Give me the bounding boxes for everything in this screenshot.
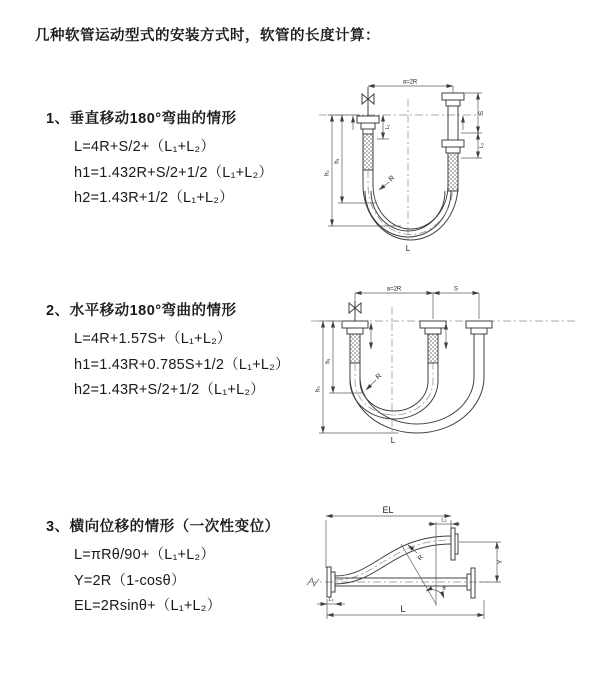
section-2 — [46, 299, 308, 404]
formula-s1-h2: h2=1.43R+1/2（L₁+L₂） — [74, 190, 234, 206]
right-pipe-flange — [442, 86, 464, 191]
dim-h2-label: h₂ — [324, 170, 331, 176]
formula-s3-el: EL=2Rsinθ+（L₁+L₂） — [74, 598, 222, 614]
lower-right-flange — [467, 568, 475, 598]
hose-u-bends — [350, 351, 484, 433]
left-pipe-flange — [342, 321, 368, 363]
right-pipe-flange — [466, 321, 492, 351]
section-3 — [46, 515, 308, 620]
length-label: L — [405, 244, 411, 253]
dim-a-label: a=2R — [402, 79, 418, 86]
formula-s3-l: L=πRθ/90+（L₁+L₂） — [74, 547, 216, 563]
centerlines — [311, 307, 578, 433]
formula-s1-l: L=4R+S/2+（L₁+L₂） — [74, 139, 216, 155]
diagram-lateral-displacement — [297, 498, 599, 646]
dimension-lines — [325, 80, 486, 254]
upper-right-flange — [451, 528, 458, 560]
formula-s3-y: Y=2R（1-cosθ） — [74, 572, 186, 589]
dimension-l — [327, 599, 484, 619]
dimension-lines — [316, 321, 447, 445]
dim-s-label: S — [453, 286, 459, 293]
dim-l1-label: L₁ — [385, 124, 391, 130]
dim-l2-label: L₂ — [479, 142, 485, 149]
section-3-heading: 3、横向位移的情形（一次性变位） — [46, 519, 280, 535]
dim-y-label: Y — [497, 559, 504, 565]
hose-u-bend — [363, 170, 458, 240]
formula-s2-l: L=4R+1.57S+（L₁+L₂） — [74, 331, 232, 347]
diagram-horizontal-180 — [303, 281, 591, 449]
dim-h1-label: h₁ — [325, 358, 332, 364]
radius-label: R — [374, 372, 384, 382]
valve-icon — [362, 87, 374, 116]
section-2-heading: 2、水平移动180°弯曲的情形 — [46, 303, 237, 319]
dim-l1-label: L₁ — [328, 597, 334, 603]
dim-l2-label: L₂ — [441, 517, 447, 524]
left-pipe-flange — [357, 116, 379, 170]
dim-h1-label: h₁ — [334, 158, 341, 164]
dim-s-label: S — [479, 110, 485, 116]
dimension-el — [326, 505, 451, 568]
dim-el-label: EL — [382, 505, 394, 515]
section-1 — [46, 107, 308, 212]
dimension-l2 — [428, 518, 460, 525]
dim-l-label: L — [400, 604, 406, 614]
dimension-l1 — [317, 597, 345, 604]
radius-construction — [401, 522, 446, 606]
dim-h2-label: h₂ — [315, 386, 322, 392]
theta-label: θ — [442, 586, 446, 592]
dimension-lines-top — [355, 287, 479, 320]
formula-s2-h1: h1=1.43R+0.785S+1/2（L₁+L₂） — [74, 356, 290, 373]
formula-s1-h1: h1=1.432R+S/2+1/2（L₁+L₂） — [74, 164, 274, 181]
dim-a-label: a=2R — [386, 286, 402, 293]
radius-label: R — [387, 174, 397, 184]
diagram-vertical-180 — [305, 73, 567, 255]
middle-pipe-flange — [420, 321, 446, 363]
dimension-y — [459, 542, 504, 582]
section-1-heading: 1、垂直移动180°弯曲的情形 — [46, 111, 237, 127]
centerlines — [307, 578, 489, 586]
radius-label: R — [416, 553, 426, 563]
formula-s2-h2: h2=1.43R+S/2+1/2（L₁+L₂） — [74, 382, 265, 398]
s-curve-hose — [335, 536, 451, 584]
page-title: 几种软管运动型式的安装方式时，软管的长度计算： — [35, 28, 380, 44]
valve-icon — [349, 301, 361, 321]
length-label: L — [390, 436, 396, 445]
